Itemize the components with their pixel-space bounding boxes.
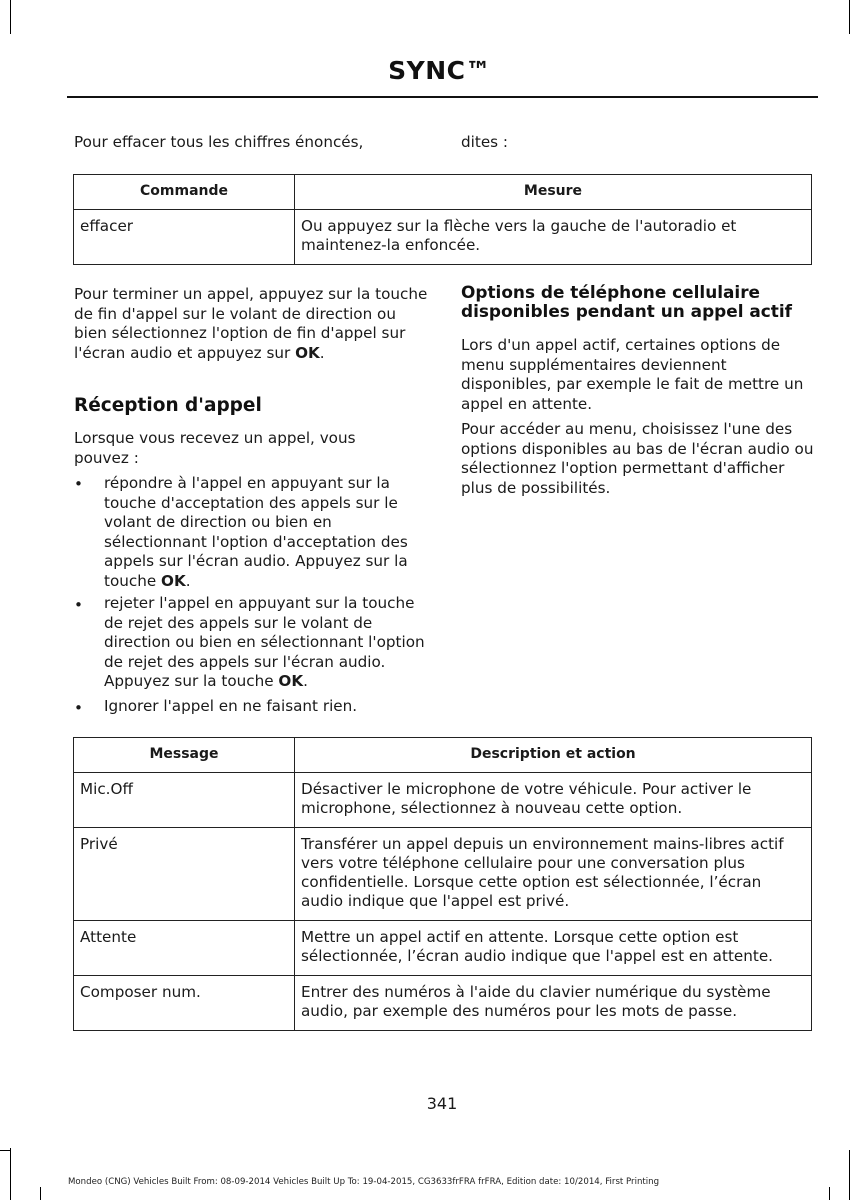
period: . <box>303 672 308 690</box>
crop-mark-bottom-left-h <box>0 1150 10 1151</box>
table-cell: Composer num. <box>74 976 295 1031</box>
table-row <box>74 210 812 265</box>
end-call-paragraph <box>74 285 428 363</box>
bullet-mark: • <box>74 475 83 493</box>
table-header-row <box>74 738 812 773</box>
reception-intro: Lorsque vous recevez un appel, vous pouvez : <box>74 429 356 467</box>
options-paragraph-2: Pour accéder au menu, choisissez l'une des options disponibles au bas de l'écran audio ou sélectionnez l'option permettant d'afficher plus de possibilités. <box>461 420 814 497</box>
page-title: SYNC™ <box>388 56 491 85</box>
table-header-row <box>74 175 812 210</box>
reception-heading: Réception d'appel <box>74 395 262 416</box>
ok-key-label: OK <box>278 672 304 690</box>
table-cell: Entrer des numéros à l'aide du clavier numérique du système audio, par exemple des numéros pour les mots de passe. <box>295 976 812 1031</box>
intro-right: dites : <box>461 133 509 151</box>
column-header-message: Message <box>74 738 295 773</box>
footer-text: Mondeo (CNG) Vehicles Built From: 08-09-2014 Vehicles Built Up To: 19-04-2015, CG3633frFRA frFRA, Edition date: 10/2014, First Printing <box>68 1177 660 1187</box>
bullet-answer <box>104 474 426 591</box>
table-row <box>74 828 812 921</box>
crop-mark-top-left <box>10 0 11 34</box>
ok-key-label: OK <box>295 343 320 362</box>
table-cell: Ou appuyez sur la flèche vers la gauche de l'autoradio et maintenez-la enfoncée. <box>295 210 812 265</box>
bullet-reject-text: rejeter l'appel en appuyant sur la touche de rejet des appels sur le volant de direction ou bien en sélectionnant l'option de rejet des appels sur l'écran audio. Appuyez sur la touche <box>104 594 425 690</box>
header-rule <box>67 96 818 98</box>
table-cell: Privé <box>74 828 295 921</box>
message-table <box>73 737 812 1031</box>
column-header-description: Description et action <box>295 738 812 773</box>
crop-mark-bottom-left <box>10 1148 11 1200</box>
table-row <box>74 921 812 976</box>
table-row <box>74 976 812 1031</box>
column-header-mesure: Mesure <box>295 175 812 210</box>
table-cell: Mic.Off <box>74 773 295 828</box>
table-cell: Mettre un appel actif en attente. Lorsque cette option est sélectionnée, l’écran audio indique que l'appel est en attente. <box>295 921 812 976</box>
table-cell: Attente <box>74 921 295 976</box>
bullet-ignore: Ignorer l'appel en ne faisant rien. <box>104 697 358 715</box>
table-cell: Désactiver le microphone de votre véhicule. Pour activer le microphone, sélectionnez à nouveau cette option. <box>295 773 812 828</box>
bullet-reject <box>104 594 426 692</box>
bullet-mark: • <box>74 596 83 614</box>
column-header-commande: Commande <box>74 175 295 210</box>
bullet-mark: • <box>74 699 83 717</box>
options-paragraph-1: Lors d'un appel actif, certaines options de menu supplémentaires deviennent disponibles, par exemple le fait de mettre un appel en attente. <box>461 336 804 413</box>
table-cell: effacer <box>74 210 295 265</box>
table-cell: Transférer un appel depuis un environnement mains-libres actif vers votre téléphone cellulaire pour une conversation plus confidentielle. Lorsque cette option est sélectionnée, l’écran audio indique que l'appel est privé. <box>295 828 812 921</box>
end-call-text: Pour terminer un appel, appuyez sur la touche de fin d'appel sur le volant de direction ou bien sélectionnez l'option de fin d'appel sur l'écran audio et appuyez sur <box>74 285 428 362</box>
ok-key-label: OK <box>161 571 186 590</box>
page-number: 341 <box>426 1094 458 1113</box>
crop-mark-top-right <box>849 0 850 34</box>
table-row <box>74 773 812 828</box>
command-table <box>73 174 812 265</box>
crop-mark-bottom-center-right <box>829 1187 830 1200</box>
period: . <box>185 571 191 590</box>
crop-mark-bottom-center-left <box>40 1187 41 1200</box>
bullet-answer-text: répondre à l'appel en appuyant sur la touche d'acceptation des appels sur le volant de direction ou bien en sélectionnant l'option d'acceptation des appels sur l'écran audio. Appuyez sur la touche <box>104 474 408 590</box>
crop-mark-bottom-right <box>849 1150 850 1200</box>
intro-left: Pour effacer tous les chiffres énoncés, <box>74 133 364 151</box>
options-heading: Options de téléphone cellulaire disponibles pendant un appel actif <box>461 282 793 321</box>
period: . <box>319 343 325 362</box>
